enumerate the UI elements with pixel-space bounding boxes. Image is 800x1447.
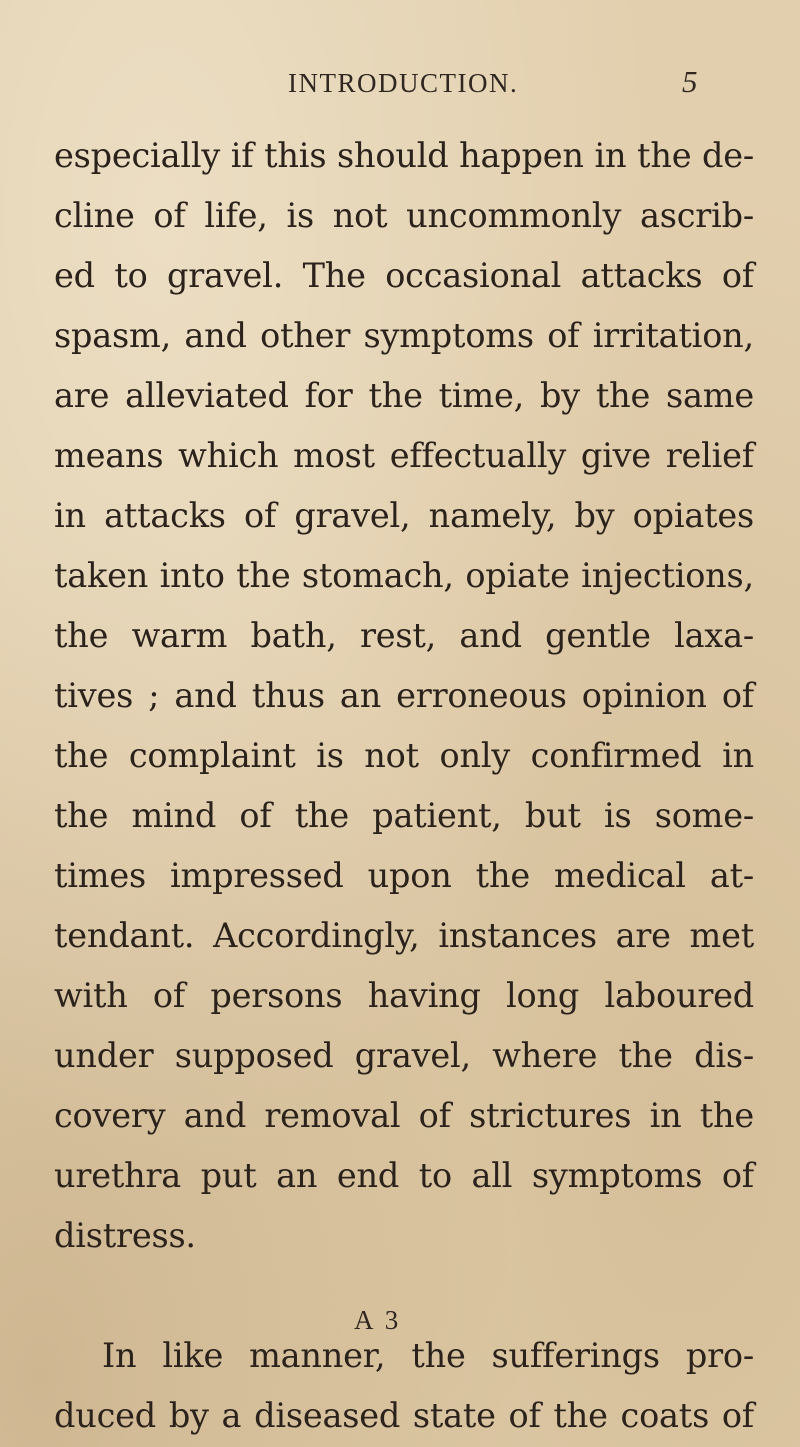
signature-mark: A 3 bbox=[354, 1305, 402, 1335]
text-line: under supposed gravel, where the dis- bbox=[54, 1036, 754, 1075]
text-line: the warm bath, rest, and gentle laxa- bbox=[54, 616, 754, 655]
text-line: the complaint is not only confirmed in bbox=[54, 736, 754, 775]
text-line: cline of life, is not uncommonly ascrib- bbox=[54, 196, 754, 235]
text-line: duced by a diseased state of the coats of bbox=[54, 1396, 754, 1435]
paragraph-2 bbox=[54, 1326, 754, 1446]
text-line: urethra put an end to all symptoms of bbox=[54, 1156, 754, 1195]
page-number: 5 bbox=[682, 64, 698, 99]
text-line: with of persons having long laboured bbox=[54, 976, 754, 1015]
paragraph-1 bbox=[54, 126, 754, 1266]
text-line: especially if this should happen in the de- bbox=[54, 136, 754, 175]
text-line: tives ; and thus an erroneous opinion of bbox=[54, 676, 754, 715]
text-line: ed to gravel. The occasional attacks of bbox=[54, 256, 754, 295]
body-text bbox=[54, 126, 754, 1446]
text-line: means which most effectually give relief bbox=[54, 436, 754, 475]
text-line: times impressed upon the medical at- bbox=[54, 856, 754, 895]
text-line: tendant. Accordingly, instances are met bbox=[54, 916, 754, 955]
running-head: INTRODUCTION. bbox=[288, 68, 519, 98]
text-line: spasm, and other symptoms of irritation, bbox=[54, 316, 754, 355]
text-line: distress. bbox=[54, 1216, 196, 1255]
text-line: covery and removal of strictures in the bbox=[54, 1096, 754, 1135]
text-line: In like manner, the sufferings pro- bbox=[102, 1336, 754, 1375]
text-line: taken into the stomach, opiate injections, bbox=[54, 556, 754, 595]
text-line: are alleviated for the time, by the same bbox=[54, 376, 754, 415]
text-line: the mind of the patient, but is some- bbox=[54, 796, 754, 835]
paragraph-gap bbox=[54, 1266, 754, 1326]
text-line: in attacks of gravel, namely, by opiates bbox=[54, 496, 754, 535]
